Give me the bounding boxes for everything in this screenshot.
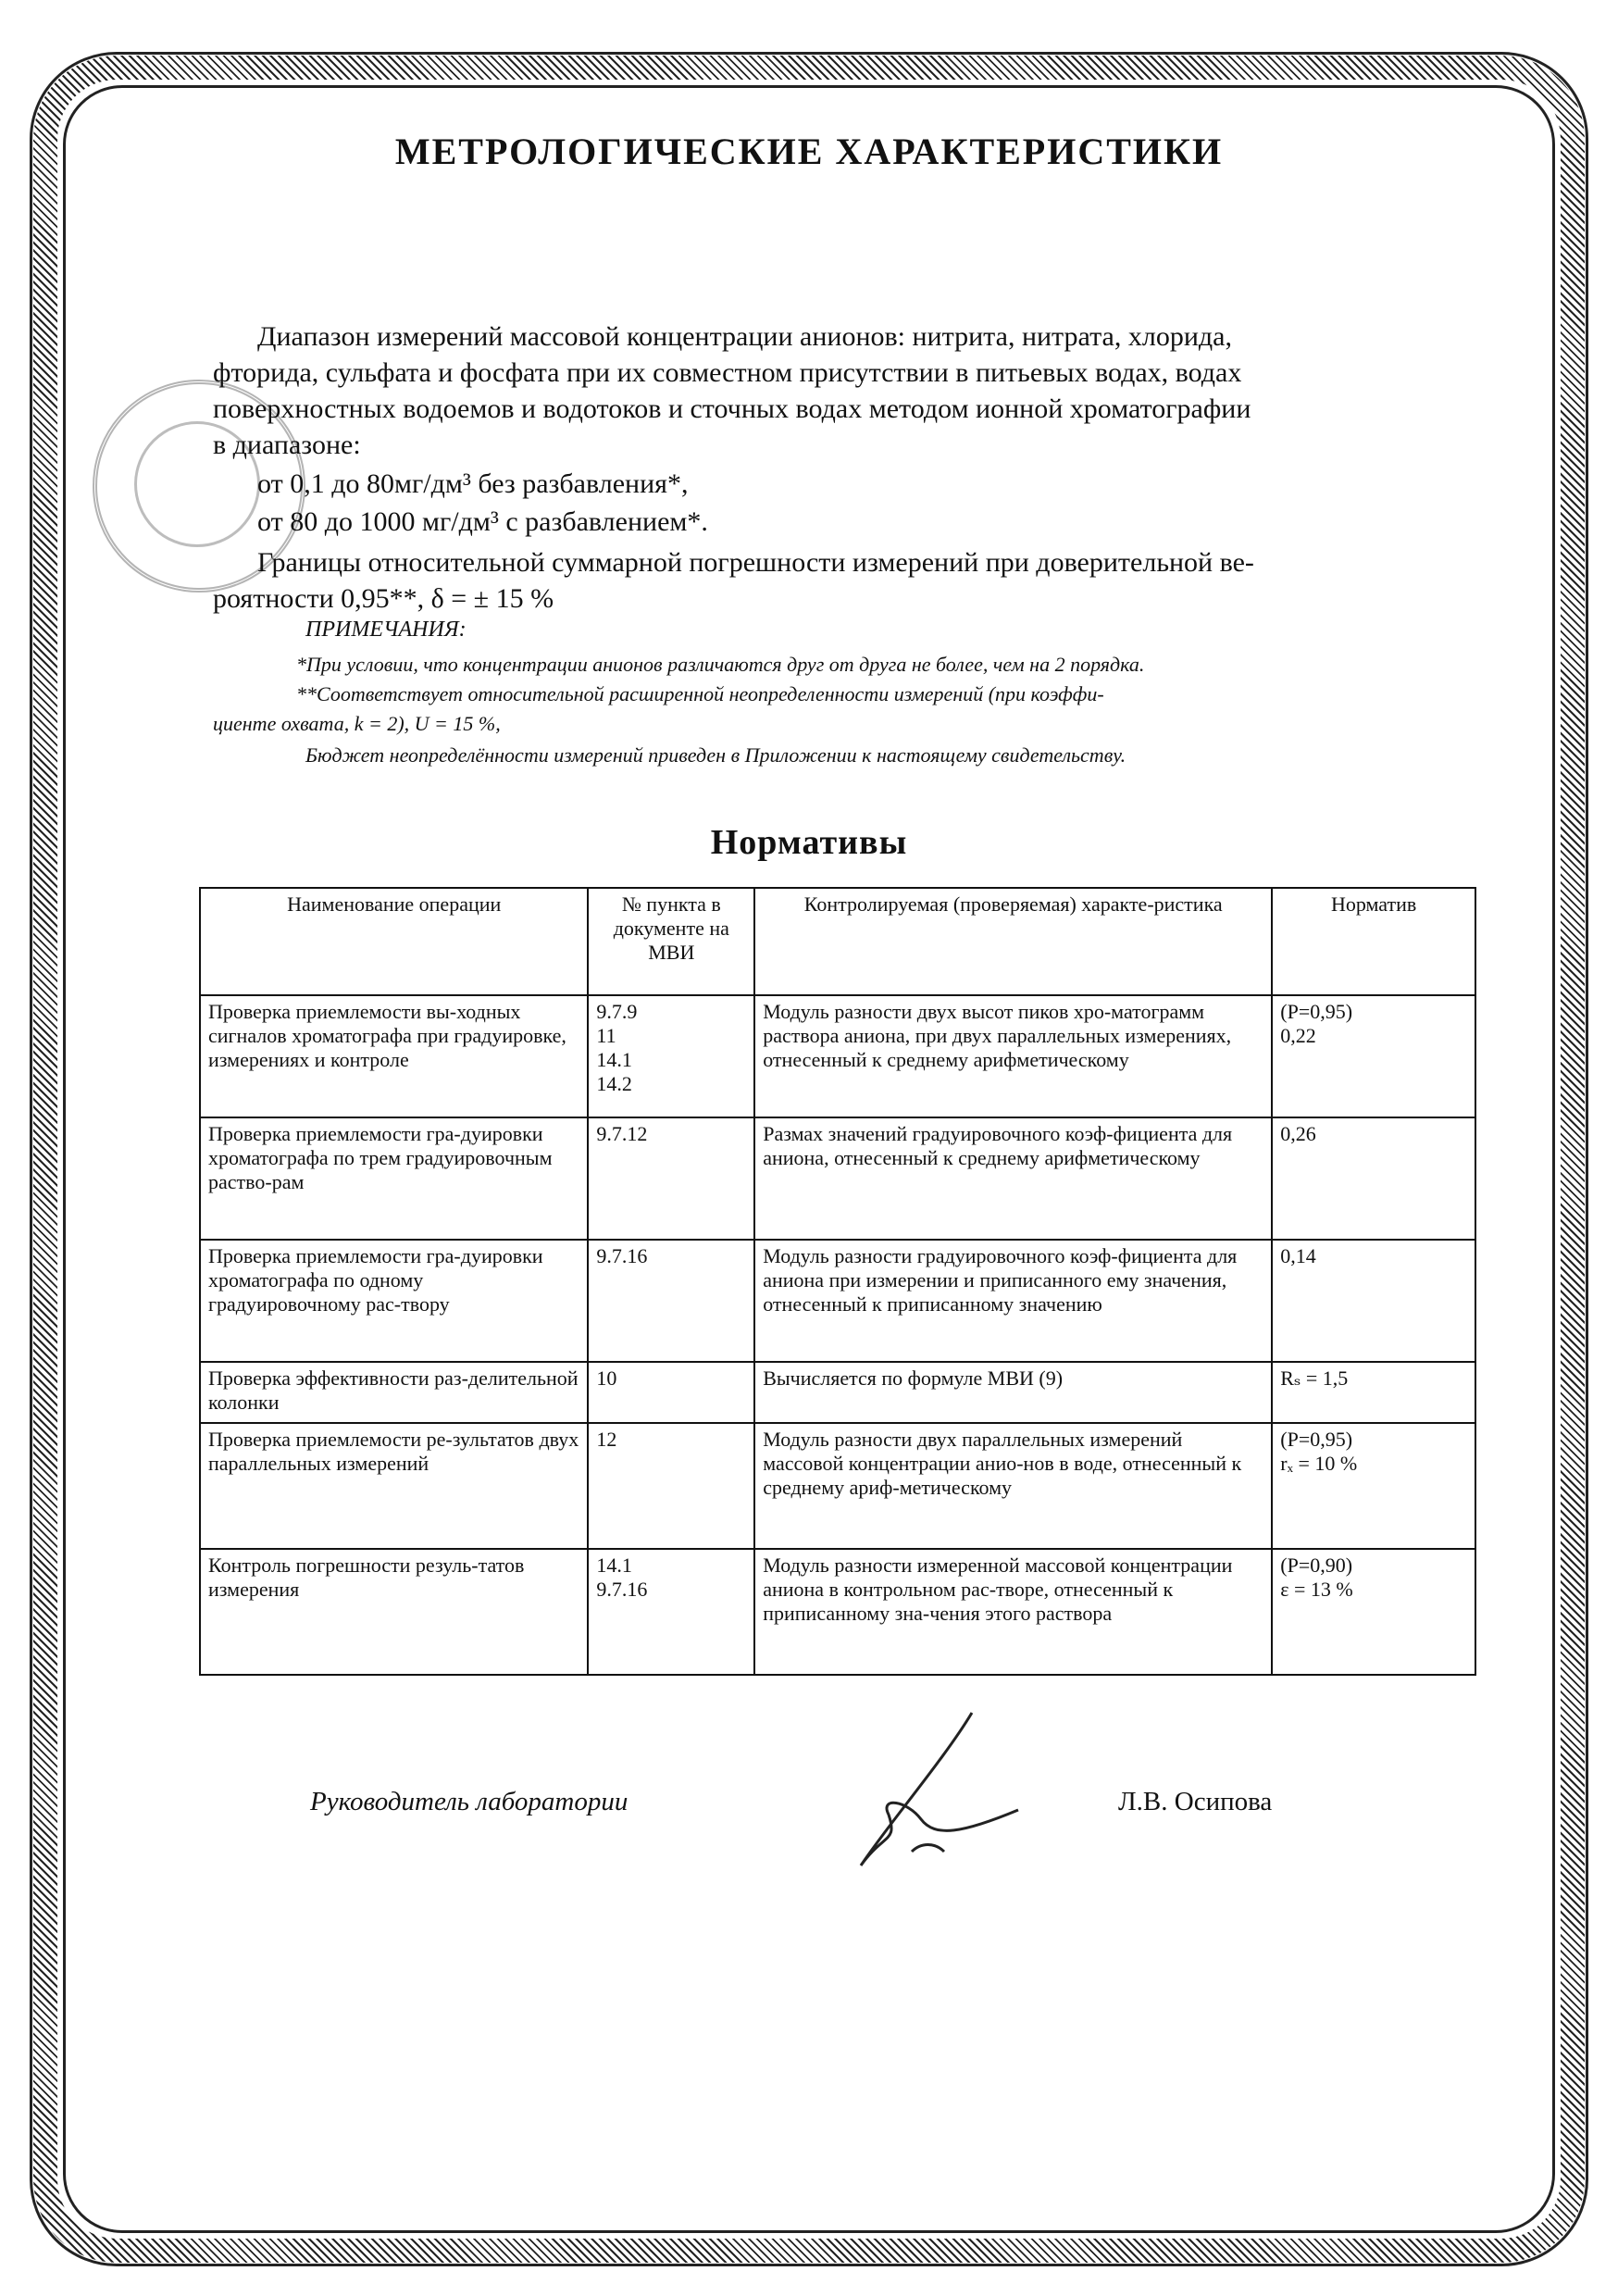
header-characteristic: Контролируемая (проверяемая) характе-ристика: [754, 888, 1272, 995]
range-no-dilution: от 0,1 до 80мг/дм³ без разбавления*,: [257, 468, 689, 499]
table-row: [200, 995, 1475, 1117]
table-row: [200, 1117, 1475, 1240]
cell-operation: Проверка приемлемости гра-дуировки хроматографа по одному градуировочному рас-твору: [200, 1240, 588, 1362]
cell-norm: (P=0,95) 0,22: [1272, 995, 1475, 1117]
cell-norm: Rₛ = 1,5: [1272, 1362, 1475, 1423]
signer-position: Руководитель лаборатории: [310, 1787, 629, 1816]
cell-characteristic: Модуль разности двух высот пиков хро-матограмм раствора аниона, при двух параллельных измерениях, отнесенный к среднему арифметическому: [754, 995, 1272, 1117]
cell-item: 9.7.16: [588, 1240, 754, 1362]
cell-operation: Проверка приемлемости вы-ходных сигналов хроматографа при градуировке, измерениях и контроле: [200, 995, 588, 1117]
header-item-number: № пункта в документе на МВИ: [588, 888, 754, 995]
cell-characteristic: Модуль разности двух параллельных измерений массовой концентрации анио-нов в воде, отнесенный к среднему ариф-метическому: [754, 1423, 1272, 1549]
section-title: Нормативы: [710, 823, 908, 862]
note-2b: циенте охвата, k = 2), U = 15 %,: [213, 712, 501, 735]
cell-item: 10: [588, 1362, 754, 1423]
norms-table: [199, 887, 1476, 1676]
cell-operation: Проверка приемлемости гра-дуировки хроматографа по трем градуировочным раство-рам: [200, 1117, 588, 1240]
cell-operation: Проверка эффективности раз-делительной колонки: [200, 1362, 588, 1423]
cell-item: 12: [588, 1423, 754, 1549]
cell-characteristic: Размах значений градуировочного коэф-фициента для аниона, отнесенный к среднему арифметическому: [754, 1117, 1272, 1240]
intro-line-3: поверхностных водоемов и водотоков и сточных водах методом ионной хроматографии: [213, 393, 1251, 424]
cell-norm: (P=0,95) rₓ = 10 %: [1272, 1423, 1475, 1549]
intro-line-2: фторида, сульфата и фосфата при их совместном присутствии в питьевых водах, водах: [213, 357, 1242, 388]
cell-characteristic: Модуль разности измеренной массовой концентрации аниона в контрольном рас-творе, отнесенный к приписанному зна-чения этого раствора: [754, 1549, 1272, 1675]
intro-line-1: Диапазон измерений массовой концентрации анионов: нитрита, нитрата, хлорида,: [257, 321, 1232, 352]
table-row: [200, 1362, 1475, 1423]
note-1: *При условии, что концентрации анионов различаются друг от друга не более, чем на 2 порядка.: [296, 653, 1145, 676]
cell-norm: 0,26: [1272, 1117, 1475, 1240]
error-bounds-line-2: роятности 0,95**, δ = ± 15 %: [213, 583, 554, 614]
intro-line-4: в диапазоне:: [213, 430, 361, 460]
range-with-dilution: от 80 до 1000 мг/дм³ с разбавлением*.: [257, 506, 708, 537]
handwritten-signature: [833, 1703, 1037, 1879]
page-title: МЕТРОЛОГИЧЕСКИЕ ХАРАКТЕРИСТИКИ: [394, 131, 1224, 172]
header-operation: Наименование операции: [200, 888, 588, 995]
table-row: [200, 1240, 1475, 1362]
table-row: [200, 1423, 1475, 1549]
cell-item: 14.1 9.7.16: [588, 1549, 754, 1675]
error-bounds-line-1: Границы относительной суммарной погрешности измерений при доверительной ве-: [257, 547, 1254, 578]
signer-name: Л.В. Осипова: [1118, 1787, 1273, 1816]
cell-operation: Проверка приемлемости ре-зультатов двух параллельных измерений: [200, 1423, 588, 1549]
table-header-row: [200, 888, 1475, 995]
cell-operation: Контроль погрешности резуль-татов измерения: [200, 1549, 588, 1675]
cell-norm: (P=0,90) ε = 13 %: [1272, 1549, 1475, 1675]
table-row: [200, 1549, 1475, 1675]
notes-heading: ПРИМЕЧАНИЯ:: [305, 618, 467, 642]
cell-characteristic: Модуль разности градуировочного коэф-фициента для аниона при измерении и приписанного ему значения, отнесенный к приписанному значению: [754, 1240, 1272, 1362]
cell-characteristic: Вычисляется по формуле МВИ (9): [754, 1362, 1272, 1423]
cell-item: 9.7.12: [588, 1117, 754, 1240]
cell-item: 9.7.9 11 14.1 14.2: [588, 995, 754, 1117]
note-3: Бюджет неопределённости измерений приведен в Приложении к настоящему свидетельству.: [305, 743, 1126, 767]
header-norm: Норматив: [1272, 888, 1475, 995]
cell-norm: 0,14: [1272, 1240, 1475, 1362]
note-2a: **Соответствует относительной расширенной неопределенности измерений (при коэффи-: [296, 682, 1104, 705]
